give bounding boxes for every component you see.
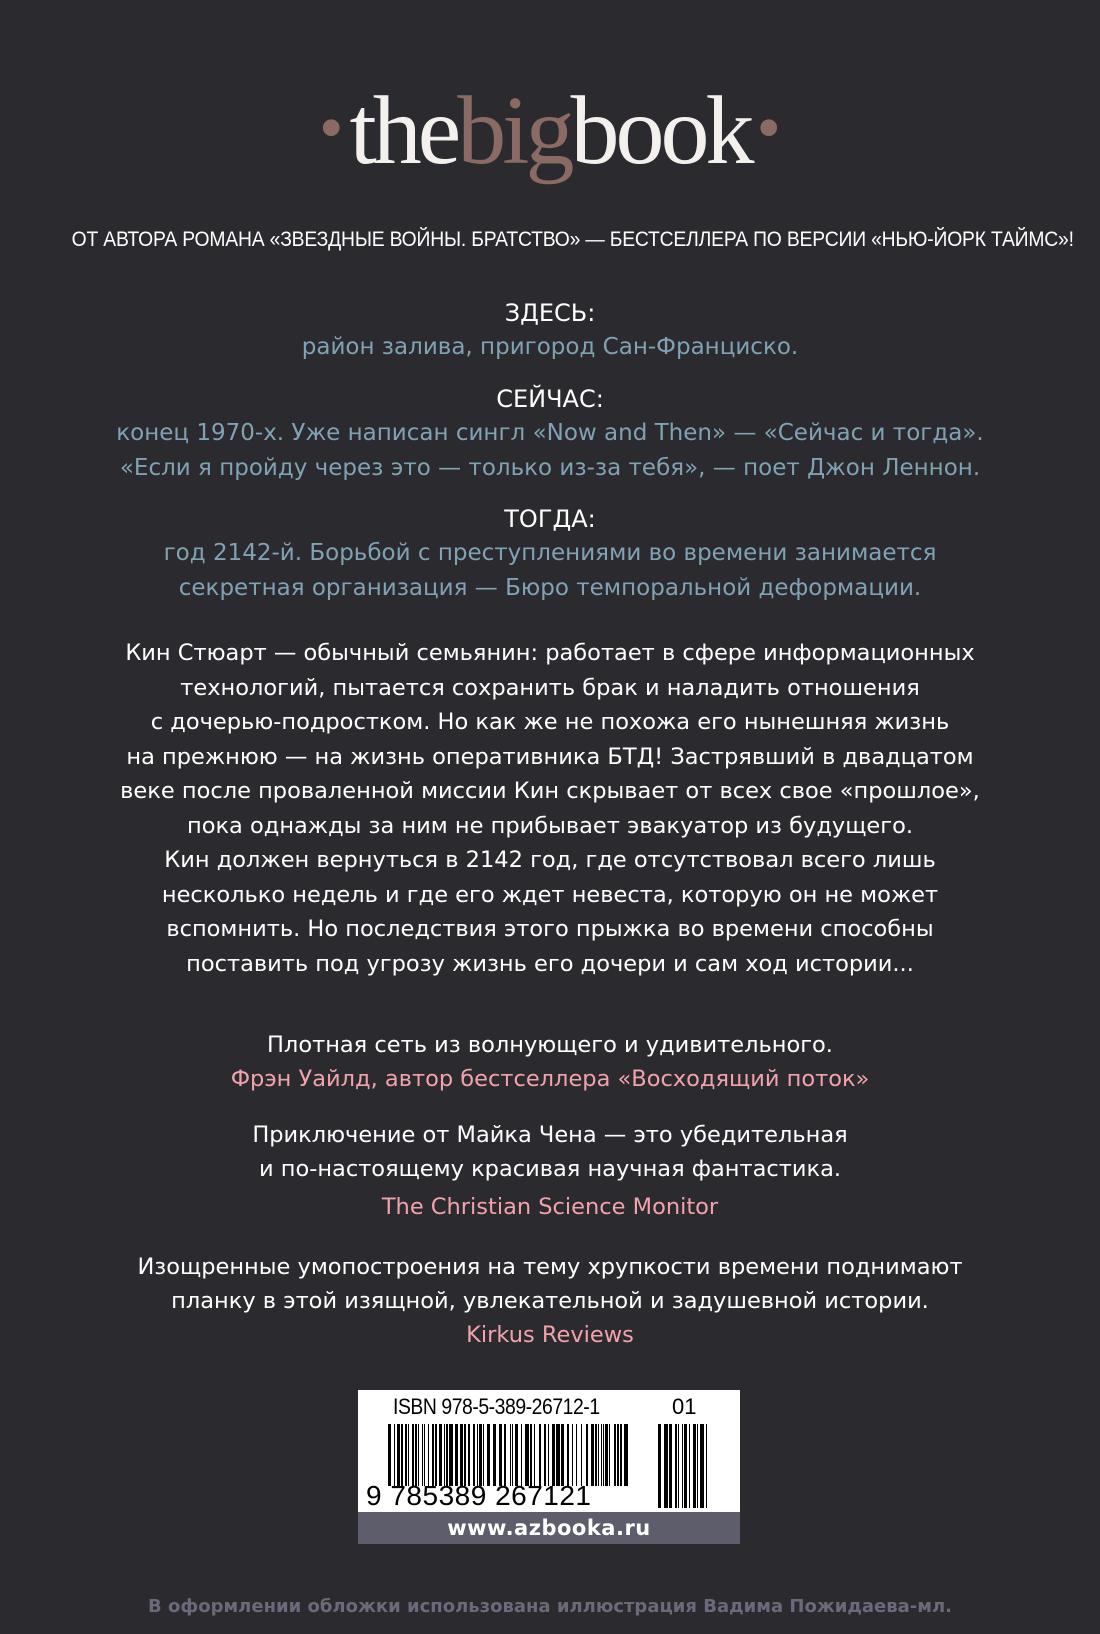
barcode-bar xyxy=(697,1424,698,1508)
review-quote: планку в этой изящной, увлекательной и задушевной истории. xyxy=(171,1288,929,1314)
barcode-bar xyxy=(521,1424,522,1486)
barcode-bar xyxy=(620,1424,622,1486)
barcode-addon-number: 01 xyxy=(672,1394,697,1419)
barcode-bar xyxy=(412,1424,414,1486)
barcode-bar xyxy=(658,1424,661,1508)
barcode-bar xyxy=(556,1424,560,1486)
isbn-number: ISBN 978-5-389-26712-1 xyxy=(393,1394,600,1419)
barcode-bar xyxy=(609,1424,610,1486)
barcode-bar xyxy=(418,1424,419,1486)
review-quote: Приключение от Майка Чена — это убедительная xyxy=(252,1122,848,1148)
barcode-bar xyxy=(576,1424,577,1486)
barcode-bar xyxy=(397,1424,400,1486)
review-2 xyxy=(60,1118,1040,1224)
barcode-bar xyxy=(706,1424,707,1508)
barcode-digits: 9 785389 267121 xyxy=(366,1480,592,1511)
review-quote: Изощренные умопостроения на тему хрупкости времени поднимают xyxy=(137,1254,963,1280)
barcode-bar xyxy=(487,1424,490,1486)
barcode-bar xyxy=(473,1424,475,1486)
barcode-bar xyxy=(664,1424,668,1508)
logo-word-book: book xyxy=(570,77,751,185)
barcode-bar xyxy=(534,1424,535,1486)
barcode-bar xyxy=(468,1424,470,1486)
barcode-bar xyxy=(446,1424,448,1486)
barcode-bar xyxy=(598,1424,599,1486)
barcode-bar xyxy=(595,1424,597,1486)
review-1 xyxy=(60,1028,1040,1096)
barcode xyxy=(358,1390,740,1512)
review-source: Kirkus Reviews xyxy=(466,1322,634,1348)
barcode-bar xyxy=(422,1424,423,1486)
barcode-bar xyxy=(408,1424,409,1486)
synopsis-line: Кин Стюарт — обычный семьянин: работает в сфере информационных xyxy=(125,640,975,666)
illustration-credit: В оформлении обложки использована иллюстрация Вадима Пожидаева-мл. xyxy=(148,1596,952,1617)
barcode-bar xyxy=(544,1424,546,1486)
logo-dot-right: • xyxy=(756,90,781,167)
section-heading: ТОГДА: xyxy=(504,505,596,533)
barcode-bar xyxy=(477,1424,478,1486)
synopsis xyxy=(70,636,1030,981)
barcode-bar xyxy=(601,1424,602,1486)
barcode-bar xyxy=(567,1424,569,1486)
barcode-bar xyxy=(591,1424,594,1486)
review-quote: Плотная сеть из волнующего и удивительного. xyxy=(267,1032,833,1058)
barcode-bar xyxy=(624,1424,628,1486)
publisher-logo xyxy=(0,77,1100,185)
section-line: конец 1970-х. Уже написан сингл «Now and Then» — «Сейчас и тогда». xyxy=(116,420,984,446)
synopsis-line: пока однажды за ним не прибывает эвакуатор из будущего. xyxy=(186,812,914,839)
review-3 xyxy=(60,1250,1040,1352)
barcode-bar xyxy=(684,1424,687,1508)
barcode-bar xyxy=(586,1424,588,1486)
section-here xyxy=(60,296,1040,365)
synopsis-line: технологий, пытается сохранить брак и наладить отношения xyxy=(180,674,920,701)
barcode-bar xyxy=(394,1424,395,1486)
section-heading: СЕЙЧАС: xyxy=(496,385,604,413)
barcode-bar xyxy=(512,1424,513,1486)
synopsis-line: веке после проваленной миссии Кин скрывает от всех свое «прошлое», xyxy=(120,778,980,804)
synopsis-line: поставить под угрозу жизнь его дочери и сам ход истории... xyxy=(186,950,914,977)
barcode-bar xyxy=(548,1424,549,1486)
barcode-bar xyxy=(530,1424,532,1486)
synopsis-line: Кин должен вернуться в 2142 год, где отсутствовал всего лишь xyxy=(164,847,936,873)
section-line: секретная организация — Бюро темпоральной деформации. xyxy=(178,575,922,601)
synopsis-line: несколько недель и где его ждет невеста, которую он не может xyxy=(161,881,939,908)
logo-word-the: the xyxy=(349,77,458,185)
barcode-bar xyxy=(401,1424,403,1486)
section-heading: ЗДЕСЬ: xyxy=(504,299,596,327)
barcode-bar xyxy=(504,1424,506,1486)
barcode-bar xyxy=(561,1424,564,1486)
barcode-bar xyxy=(539,1424,541,1486)
section-then xyxy=(60,502,1040,606)
barcode-bar xyxy=(388,1424,391,1486)
barcode-bar xyxy=(510,1424,511,1486)
barcode-bar xyxy=(682,1424,683,1508)
synopsis-line: на прежнюю — на жизнь оперативника БТД! Застрявший в двадцатом xyxy=(126,743,974,770)
barcode-bar xyxy=(675,1424,677,1508)
barcode-bar xyxy=(552,1424,555,1486)
barcode-bar xyxy=(432,1424,434,1486)
section-line: район залива, пригород Сан-Франциско. xyxy=(301,334,799,360)
logo-word-big: big xyxy=(457,77,571,185)
barcode-bar xyxy=(460,1424,463,1486)
barcode-bar xyxy=(693,1424,696,1508)
barcode-bar xyxy=(415,1424,417,1486)
barcode-bar xyxy=(689,1424,690,1508)
tagline: ОТ АВТОРА РОМАНА «ЗВЕЗДНЫЕ ВОЙНЫ. БРАТСТВО» — БЕСТСЕЛЛЕРА ПО ВЕРСИИ «НЬЮ-ЙОРК ТАЙМС»! xyxy=(71,228,1074,251)
barcode-bar xyxy=(605,1424,608,1486)
barcode-bar xyxy=(493,1424,496,1486)
barcode-bar xyxy=(572,1424,573,1486)
barcode-bar xyxy=(515,1424,518,1486)
barcode-bar xyxy=(678,1424,679,1508)
barcode-bar xyxy=(455,1424,458,1486)
barcode-bar xyxy=(444,1424,445,1486)
review-quote: и по-настоящему красивая научная фантастика. xyxy=(258,1156,842,1182)
barcode-bar xyxy=(405,1424,407,1486)
barcode-bar xyxy=(700,1424,704,1508)
barcode-bar xyxy=(483,1424,484,1486)
barcode-bar xyxy=(525,1424,529,1486)
review-source: Фрэн Уайлд, автор бестселлера «Восходящий поток» xyxy=(230,1066,870,1092)
barcode-bar xyxy=(669,1424,672,1508)
barcode-bar xyxy=(464,1424,466,1486)
section-line: «Если я пройду через это — только из-за тебя», — поет Джон Леннон. xyxy=(119,455,981,481)
synopsis-line: с дочерью-подростком. Но как же не похожа его нынешняя жизнь xyxy=(150,709,950,735)
barcode-bar xyxy=(449,1424,453,1486)
review-source: The Christian Science Monitor xyxy=(381,1194,719,1220)
barcode-bar xyxy=(428,1424,429,1486)
barcode-bar xyxy=(581,1424,582,1486)
section-line: год 2142-й. Борьбой с преступлениями во времени занимается xyxy=(163,540,937,566)
barcode-bar xyxy=(614,1424,616,1486)
barcode-bar xyxy=(435,1424,437,1486)
synopsis-line: вспомнить. Но последствия этого прыжка во времени способны xyxy=(166,916,934,942)
barcode-bar xyxy=(479,1424,482,1486)
barcode-bar xyxy=(424,1424,425,1486)
barcode-bar xyxy=(617,1424,619,1486)
logo-dot-left: • xyxy=(319,90,344,167)
barcode-bar xyxy=(603,1424,604,1486)
section-now xyxy=(60,382,1040,486)
barcode-bar xyxy=(499,1424,502,1486)
publisher-url: www.azbooka.ru xyxy=(358,1512,740,1544)
barcode-bar xyxy=(439,1424,442,1486)
